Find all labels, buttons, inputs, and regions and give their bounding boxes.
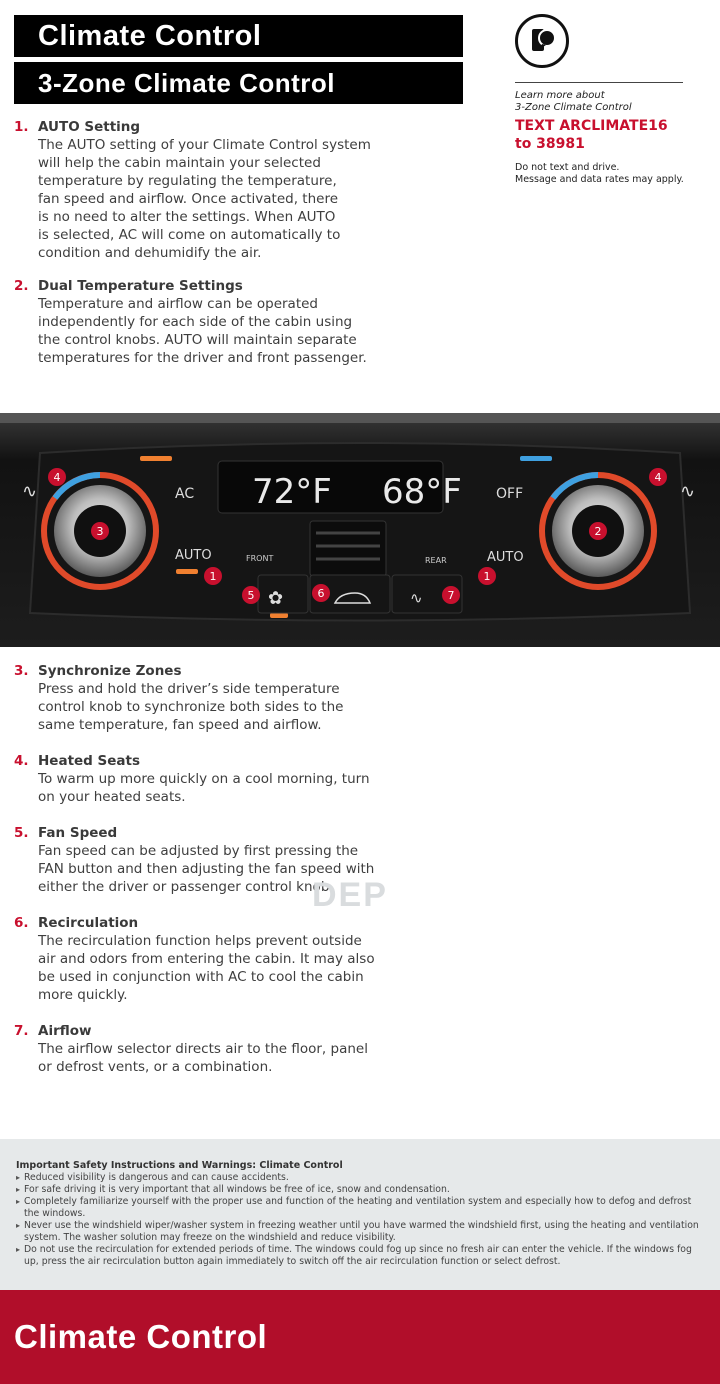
item-title: Synchronize Zones	[38, 663, 182, 679]
auto-right-label: AUTO	[487, 550, 524, 565]
list-item: ▸ Reduced visibility is dangerous and can cause accidents.	[16, 1172, 706, 1184]
list-item: ▸ Never use the windshield wiper/washer system in freezing weather until you have warmed the windshield first, using the heating and ventilation	[16, 1220, 706, 1232]
watermark: DEP	[312, 876, 388, 914]
disclaimer: Do not text and drive. Message and data rates may apply.	[515, 162, 684, 185]
callout-1-left: 1	[209, 570, 217, 583]
item-body: The recirculation function helps prevent outside air and odors from entering the cabin. It may also be used in conjunction with AC to cool the cabin more quickly.	[38, 933, 375, 1003]
callout-1-right: 1	[483, 570, 491, 583]
list-item: up, press the air recirculation button again immediately to switch off the air recirculation function or select defrost.	[24, 1256, 561, 1267]
safety-list	[16, 1172, 706, 1268]
callout-7: 7	[447, 589, 455, 602]
callout-3: 3	[96, 525, 104, 538]
item-body: Press and hold the driver’s side temperature control knob to synchronize both sides to the same temperature, fan speed and airflow.	[38, 681, 344, 733]
page-subtitle: 3-Zone Climate Control	[14, 62, 463, 104]
svg-text:∿: ∿	[680, 481, 696, 502]
text-code[interactable]: TEXT ARCLIMATE16 to 38981	[515, 118, 668, 152]
callout-4-left: 4	[53, 471, 61, 484]
list-item: ▸ Do not use the recirculation for extended periods of time. The windows could fog up since no fresh air can enter the vehicle. If the windows fog	[16, 1244, 706, 1256]
learn-more-text: Learn more about 3-Zone Climate Control	[515, 90, 632, 113]
list-item: ▸ Completely familiarize yourself with the proper use and function of the heating and ventilation system and especially how to defog and defrost	[16, 1196, 706, 1208]
item-title: Heated Seats	[38, 753, 141, 769]
footer-bar	[0, 1290, 720, 1384]
divider	[515, 82, 683, 83]
page-title: Climate Control	[14, 15, 463, 57]
climate-control-panel-image	[0, 413, 720, 647]
right-temp: 68°F	[382, 472, 462, 512]
callout-6: 6	[317, 587, 325, 600]
svg-text:∿: ∿	[22, 481, 38, 502]
safety-box	[0, 1139, 720, 1290]
item-body: The airflow selector directs air to the floor, panel or defrost vents, or a combination.	[38, 1041, 368, 1075]
callout-5: 5	[247, 589, 255, 602]
callout-4-right: 4	[654, 471, 662, 484]
item-body: Fan speed can be adjusted by first pressing the FAN button and then adjusting the fan speed with either the driver or passenger control knob.	[38, 843, 375, 895]
phone-chat-icon	[515, 14, 569, 68]
svg-text:∿: ∿	[410, 589, 423, 607]
list-item: the windows.	[24, 1208, 86, 1219]
item-body: The AUTO setting of your Climate Control system will help the cabin maintain your selected temperature by regulating the temperature, fan speed and airflow. Once activated, there is no need to alter the settings. When AUTO is selected, AC will come on automatically to condition and dehumidify the air.	[38, 137, 371, 261]
item-title: AUTO Setting	[38, 119, 141, 135]
auto-left-label: AUTO	[175, 548, 212, 563]
item-title: Recirculation	[38, 915, 139, 931]
rear-label: REAR	[425, 556, 447, 565]
list-item: ▸ For safe driving it is very important that all windows be free of ice, snow and condensation.	[16, 1184, 706, 1196]
footer-title: Climate Control	[14, 1318, 268, 1355]
svg-text:✿: ✿	[268, 588, 284, 609]
item-body: Temperature and airflow can be operated independently for each side of the cabin using the control knobs. AUTO will maintain separate temperatures for the driver and front passenger.	[38, 296, 367, 366]
callout-2: 2	[594, 525, 602, 538]
item-title: Fan Speed	[38, 825, 118, 841]
item-title: Airflow	[38, 1023, 92, 1039]
front-label: FRONT	[246, 554, 274, 563]
safety-title: Important Safety Instructions and Warnings: Climate Control	[16, 1160, 343, 1171]
item-body: To warm up more quickly on a cool morning, turn on your heated seats.	[38, 771, 370, 805]
left-temp: 72°F	[252, 472, 332, 512]
ac-label: AC	[175, 486, 195, 502]
list-item: system. The washer solution may freeze on the windshield and reduce visibility.	[24, 1232, 396, 1243]
item-title: Dual Temperature Settings	[38, 278, 243, 294]
off-label: OFF	[496, 486, 524, 502]
